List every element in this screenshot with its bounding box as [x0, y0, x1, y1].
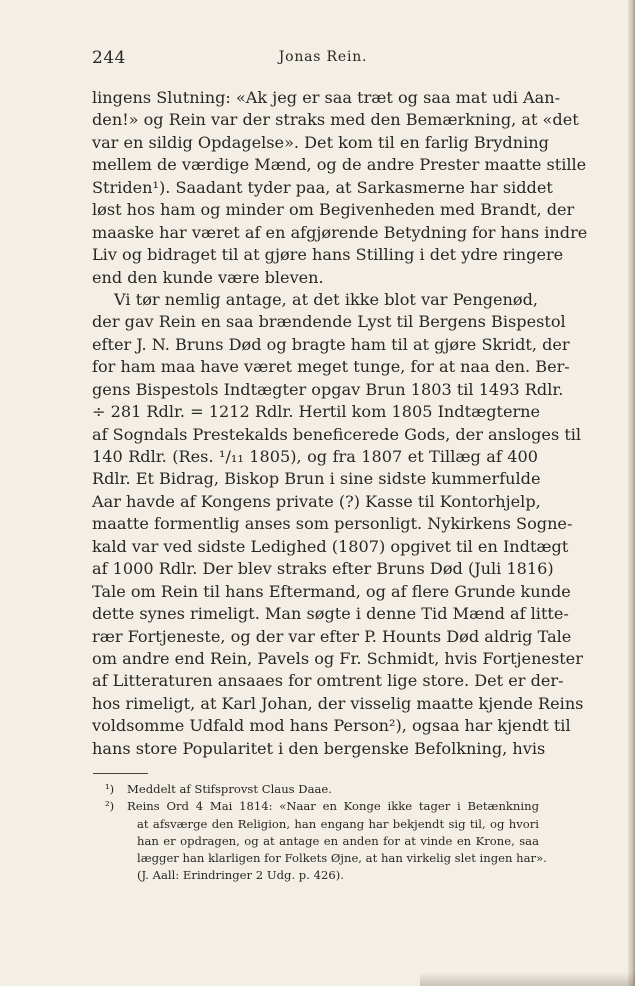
- text-line: lingens Slutning: «Ak jeg er saa træt og saa mat udi Aan-: [92, 88, 561, 107]
- text-line: voldsomme Udfald mod hans Person²), ogsaa har kjendt til: [92, 716, 571, 736]
- text-line: om andre end Rein, Pavels og Fr. Schmidt, hvis Fortjenester: [92, 648, 583, 668]
- text-line: Striden¹). Saadant tyder paa, at Sarkasmerne har siddet: [92, 177, 553, 197]
- text-line: Rdlr. Et Bidrag, Biskop Brun i sine sidste kummerfulde: [92, 469, 541, 489]
- footnote-mark: ²): [105, 799, 115, 814]
- text-line: ÷ 281 Rdlr. = 1212 Rdlr. Hertil kom 1805 Indtægterne: [92, 402, 541, 422]
- text-line: af Sogndals Prestekalds beneficerede Gods, der ansloges til: [92, 424, 582, 444]
- text-line: 140 Rdlr. (Res. ¹/₁₁ 1805), og fra 1807 et Tillæg af 400: [92, 447, 538, 466]
- footnotes: [105, 781, 547, 885]
- text-line: kald var ved sidste Ledighed (1807) opgivet til en Indtægt: [92, 536, 569, 556]
- text-line: maatte formentlig anses som personligt. Nykirkens Sogne-: [92, 514, 573, 534]
- text-line: der gav Rein en saa brændende Lyst til Bergens Bispestol: [92, 312, 566, 332]
- body-text: [92, 87, 588, 760]
- footnote-text: Reins Ord 4 Mai 1814: «Naar en Konge ikke tager i Betænkning: [127, 799, 539, 814]
- page-number: 244: [92, 48, 126, 68]
- text-line: af Litteraturen ansaaes for omtrent lige store. Det er der-: [92, 671, 564, 691]
- text-line: hans store Popularitet i den bergenske Befolkning, hvis: [92, 738, 546, 758]
- footnote-1: [107, 781, 539, 798]
- text-line: den!» og Rein var der straks med den Bemærkning, at «det: [92, 110, 579, 130]
- running-head: Jonas Rein.: [278, 49, 368, 65]
- text-line: var en sildig Opdagelse». Det kom til en farlig Brydning: [92, 132, 549, 152]
- text-line: rær Fortjeneste, og der var efter P. Hounts Død aldrig Tale: [92, 626, 572, 646]
- text-line: Tale om Rein til hans Eftermand, og af flere Grunde kunde: [92, 581, 571, 601]
- footnote-text: at afsværge den Religion, han engang har bekjendt sig til, og hvori: [137, 816, 539, 831]
- text-line: mellem de værdige Mænd, og de andre Prester maatte stille: [92, 155, 587, 175]
- text-line: løst hos ham og minder om Begivenheden med Brandt, der: [92, 200, 575, 220]
- text-line: dette synes rimeligt. Man søgte i denne Tid Mænd af litte-: [92, 604, 569, 624]
- footnote-mark: ¹): [105, 782, 115, 796]
- text-line: end den kunde være bleven.: [92, 267, 324, 287]
- text-line: Liv og bidraget til at gjøre hans Stilling i det ydre ringere: [92, 245, 564, 265]
- footnote-text: lægger han klarligen for Folkets Øjne, at han virkelig slet ingen har».: [137, 851, 547, 866]
- page-header: [92, 48, 540, 68]
- text-line: for ham maa have været meget tunge, for at naa den. Ber-: [92, 357, 570, 377]
- page-edge: [628, 0, 635, 986]
- page-shadow: [420, 972, 635, 986]
- text-line: Aar havde af Kongens private (?) Kasse til Kontorhjelp,: [92, 491, 541, 511]
- text-line: maaske har været af en afgjørende Betydning for hans indre: [92, 222, 588, 242]
- text-line: Vi tør nemlig antage, at det ikke blot var Pengenød,: [114, 289, 538, 309]
- footnote-text: Meddelt af Stifsprovst Claus Daae.: [127, 782, 332, 796]
- text-line: af 1000 Rdlr. Der blev straks efter Bruns Død (Juli 1816): [92, 559, 554, 579]
- text-line: efter J. N. Bruns Død og bragte ham til at gjøre Skridt, der: [92, 334, 570, 354]
- text-line: hos rimeligt, at Karl Johan, der visselig maatte kjende Reins: [92, 693, 584, 713]
- footnote-2: [107, 798, 539, 815]
- footnote-rule: [93, 773, 148, 774]
- text-line: gens Bispestols Indtægter opgav Brun 1803 til 1493 Rdlr.: [92, 379, 564, 399]
- footnote-text: han er opdragen, og at antage en anden for at vinde en Krone, saa: [137, 833, 539, 848]
- footnote-text: (J. Aall: Erindringer 2 Udg. p. 426).: [137, 868, 344, 883]
